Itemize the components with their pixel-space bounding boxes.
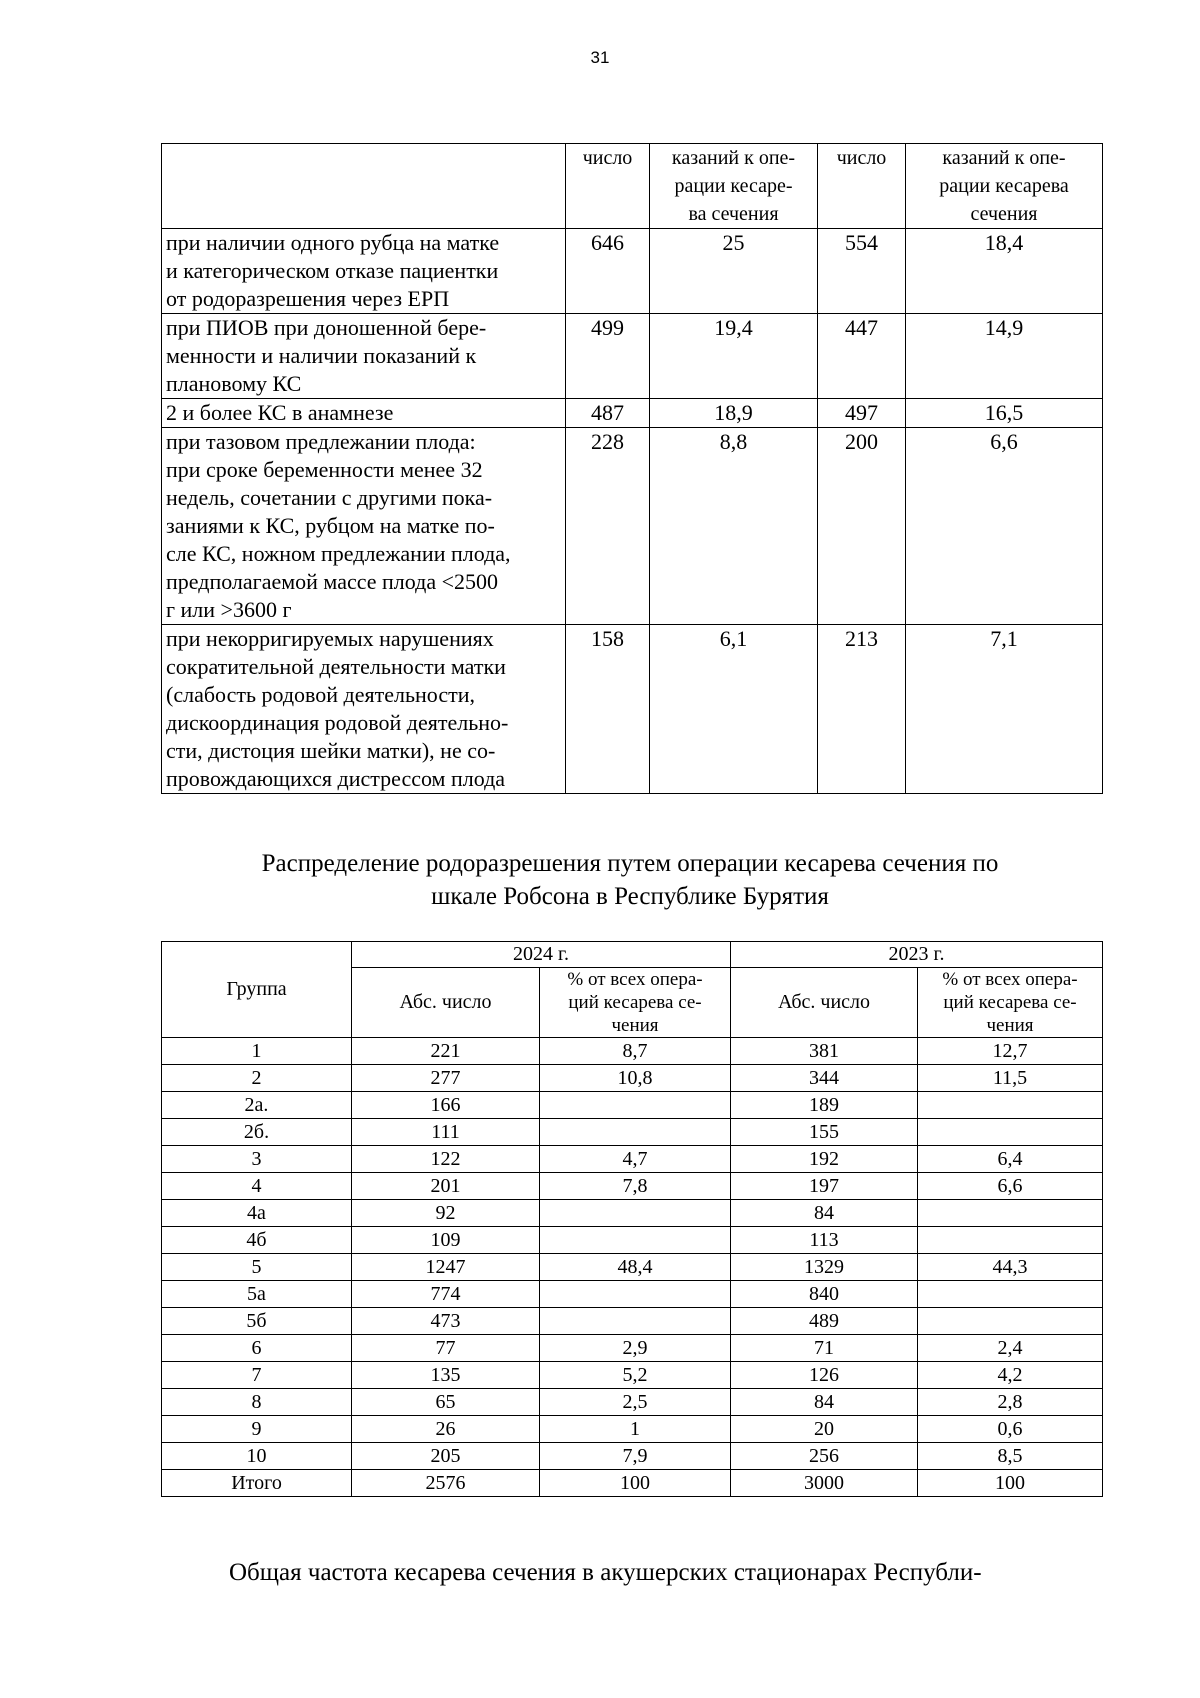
pct-2023-cell: 100	[918, 1470, 1103, 1497]
share-2023-cell: 6,6	[906, 428, 1103, 625]
group-cell: 9	[162, 1416, 352, 1443]
table-row	[162, 314, 1103, 399]
table-row	[162, 229, 1103, 314]
group-cell: 2б.	[162, 1119, 352, 1146]
indication-cell: при тазовом предлежании плода: при сроке беременности менее 32 недель, сочетании с другими пока- заниями к КС, рубцом на матке по- сле КС, ножном предлежании плода, предполагаемой массе плода <2500 г или >3600 г	[162, 428, 566, 625]
pct-2023-cell	[918, 1308, 1103, 1335]
share-2023-cell: 16,5	[906, 399, 1103, 428]
count-2024-cell: 228	[566, 428, 650, 625]
abs-2024-cell: 201	[352, 1173, 540, 1200]
pct-2023-cell: 8,5	[918, 1443, 1103, 1470]
header-share-2024: казаний к опе- рации кесаре- ва сечения	[650, 144, 818, 229]
count-2023-cell: 447	[818, 314, 906, 399]
abs-2023-cell: 113	[731, 1227, 918, 1254]
pct-2024-cell: 48,4	[540, 1254, 731, 1281]
table-row	[162, 1092, 1103, 1119]
table-row	[162, 1146, 1103, 1173]
table-row	[162, 1119, 1103, 1146]
pct-2024-cell: 2,5	[540, 1389, 731, 1416]
group-cell: 2а.	[162, 1092, 352, 1119]
group-header: Группа	[162, 942, 352, 1038]
abs-2024-cell: 1247	[352, 1254, 540, 1281]
year-2023-header: 2023 г.	[731, 942, 1103, 968]
abs-2023-cell: 489	[731, 1308, 918, 1335]
pct-2023-cell: 11,5	[918, 1065, 1103, 1092]
share-2023-cell: 18,4	[906, 229, 1103, 314]
robson-table	[161, 941, 1103, 1497]
group-cell: 5б	[162, 1308, 352, 1335]
table-row	[162, 1470, 1103, 1497]
pct-2023-cell: 2,4	[918, 1335, 1103, 1362]
abs-2023-cell: 256	[731, 1443, 918, 1470]
table-row	[162, 1254, 1103, 1281]
group-cell: 4а	[162, 1200, 352, 1227]
year-header-row	[162, 942, 1103, 968]
share-2024-cell: 25	[650, 229, 818, 314]
table-row	[162, 1200, 1103, 1227]
pct-2023-header: % от всех опера- ций кесарева се- чения	[918, 968, 1103, 1038]
abs-2023-cell: 840	[731, 1281, 918, 1308]
year-2024-header: 2024 г.	[352, 942, 731, 968]
pct-2023-cell	[918, 1200, 1103, 1227]
table-row	[162, 1281, 1103, 1308]
pct-2024-cell: 1	[540, 1416, 731, 1443]
group-cell: 10	[162, 1443, 352, 1470]
pct-2023-cell: 2,8	[918, 1389, 1103, 1416]
header-count-2024: число	[566, 144, 650, 229]
pct-2024-cell: 2,9	[540, 1335, 731, 1362]
abs-2024-cell: 166	[352, 1092, 540, 1119]
table-row	[162, 1308, 1103, 1335]
group-cell: 8	[162, 1389, 352, 1416]
abs-2023-cell: 84	[731, 1200, 918, 1227]
table-row	[162, 1443, 1103, 1470]
group-cell: 4б	[162, 1227, 352, 1254]
count-2023-cell: 497	[818, 399, 906, 428]
abs-2023-cell: 1329	[731, 1254, 918, 1281]
header-count-2023: число	[818, 144, 906, 229]
pct-2023-cell: 6,6	[918, 1173, 1103, 1200]
share-2024-cell: 8,8	[650, 428, 818, 625]
pct-2023-cell: 12,7	[918, 1038, 1103, 1065]
pct-2024-cell	[540, 1308, 731, 1335]
table-row	[162, 1173, 1103, 1200]
abs-2024-cell: 92	[352, 1200, 540, 1227]
abs-2024-cell: 774	[352, 1281, 540, 1308]
pct-2024-cell: 10,8	[540, 1065, 731, 1092]
abs-2023-cell: 192	[731, 1146, 918, 1173]
pct-2023-cell: 44,3	[918, 1254, 1103, 1281]
abs-2024-header: Абс. число	[352, 968, 540, 1038]
abs-2023-cell: 3000	[731, 1470, 918, 1497]
table-row	[162, 1335, 1103, 1362]
pct-2023-cell	[918, 1281, 1103, 1308]
table-row	[162, 1389, 1103, 1416]
abs-2024-cell: 109	[352, 1227, 540, 1254]
group-cell: 1	[162, 1038, 352, 1065]
share-2023-cell: 14,9	[906, 314, 1103, 399]
pct-2024-cell: 8,7	[540, 1038, 731, 1065]
table-row	[162, 1227, 1103, 1254]
abs-2023-cell: 126	[731, 1362, 918, 1389]
pct-2023-cell: 4,2	[918, 1362, 1103, 1389]
abs-2024-cell: 65	[352, 1389, 540, 1416]
count-2023-cell: 213	[818, 625, 906, 794]
abs-2023-cell: 189	[731, 1092, 918, 1119]
abs-2023-header: Абс. число	[731, 968, 918, 1038]
group-cell: 7	[162, 1362, 352, 1389]
pct-2024-cell	[540, 1227, 731, 1254]
abs-2024-cell: 111	[352, 1119, 540, 1146]
pct-2023-cell	[918, 1092, 1103, 1119]
table-row	[162, 1362, 1103, 1389]
group-cell: 4	[162, 1173, 352, 1200]
table-row	[162, 625, 1103, 794]
count-2024-cell: 499	[566, 314, 650, 399]
indication-cell: при ПИОВ при доношенной бере- менности и наличии показаний к плановому КС	[162, 314, 566, 399]
pct-2024-cell	[540, 1092, 731, 1119]
group-cell: 2	[162, 1065, 352, 1092]
pct-2023-cell: 0,6	[918, 1416, 1103, 1443]
group-cell: 5	[162, 1254, 352, 1281]
group-cell: 6	[162, 1335, 352, 1362]
section-heading: Распределение родоразрешения путем операции кесарева сечения по шкале Робсона в Республике Бурятия	[261, 850, 999, 910]
group-cell: 3	[162, 1146, 352, 1173]
table-header-row	[162, 144, 1103, 229]
pct-2024-header: % от всех опера- ций кесарева се- чения	[540, 968, 731, 1038]
pct-2023-cell: 6,4	[918, 1146, 1103, 1173]
group-cell: 5а	[162, 1281, 352, 1308]
pct-2023-cell	[918, 1227, 1103, 1254]
indication-cell: при наличии одного рубца на матке и категорическом отказе пациентки от родоразрешения через ЕРП	[162, 229, 566, 314]
page-number: 31	[590, 48, 610, 67]
abs-2024-cell: 277	[352, 1065, 540, 1092]
cs-indications-table	[161, 143, 1103, 794]
abs-2024-cell: 473	[352, 1308, 540, 1335]
abs-2024-cell: 2576	[352, 1470, 540, 1497]
pct-2024-cell: 7,8	[540, 1173, 731, 1200]
abs-2023-cell: 344	[731, 1065, 918, 1092]
table-row	[162, 1416, 1103, 1443]
pct-2024-cell	[540, 1119, 731, 1146]
header-share-2023: казаний к опе- рации кесарева сечения	[906, 144, 1103, 229]
count-2024-cell: 646	[566, 229, 650, 314]
indication-cell: 2 и более КС в анамнезе	[162, 399, 566, 428]
count-2023-cell: 554	[818, 229, 906, 314]
abs-2023-cell: 155	[731, 1119, 918, 1146]
pct-2023-cell	[918, 1119, 1103, 1146]
share-2023-cell: 7,1	[906, 625, 1103, 794]
header-desc-cell	[162, 144, 566, 229]
abs-2023-cell: 84	[731, 1389, 918, 1416]
group-cell: Итого	[162, 1470, 352, 1497]
table-row	[162, 1065, 1103, 1092]
abs-2023-cell: 71	[731, 1335, 918, 1362]
abs-2024-cell: 205	[352, 1443, 540, 1470]
count-2024-cell: 487	[566, 399, 650, 428]
table-row	[162, 399, 1103, 428]
abs-2023-cell: 381	[731, 1038, 918, 1065]
abs-2023-cell: 197	[731, 1173, 918, 1200]
abs-2024-cell: 77	[352, 1335, 540, 1362]
pct-2024-cell	[540, 1281, 731, 1308]
abs-2023-cell: 20	[731, 1416, 918, 1443]
table-row	[162, 1038, 1103, 1065]
pct-2024-cell: 5,2	[540, 1362, 731, 1389]
abs-2024-cell: 221	[352, 1038, 540, 1065]
pct-2024-cell	[540, 1200, 731, 1227]
share-2024-cell: 19,4	[650, 314, 818, 399]
table-row	[162, 428, 1103, 625]
share-2024-cell: 6,1	[650, 625, 818, 794]
pct-2024-cell: 100	[540, 1470, 731, 1497]
pct-2024-cell: 4,7	[540, 1146, 731, 1173]
abs-2024-cell: 122	[352, 1146, 540, 1173]
abs-2024-cell: 26	[352, 1416, 540, 1443]
count-2024-cell: 158	[566, 625, 650, 794]
share-2024-cell: 18,9	[650, 399, 818, 428]
abs-2024-cell: 135	[352, 1362, 540, 1389]
count-2023-cell: 200	[818, 428, 906, 625]
indication-cell: при некорригируемых нарушениях сократительной деятельности матки (слабость родовой деятельности, дискоординация родовой деятельно- сти, дистоция шейки матки), не со- провождающихся дистрессом плода	[162, 625, 566, 794]
body-text: Общая частота кесарева сечения в акушерских стационарах Республи-	[229, 1559, 982, 1586]
pct-2024-cell: 7,9	[540, 1443, 731, 1470]
